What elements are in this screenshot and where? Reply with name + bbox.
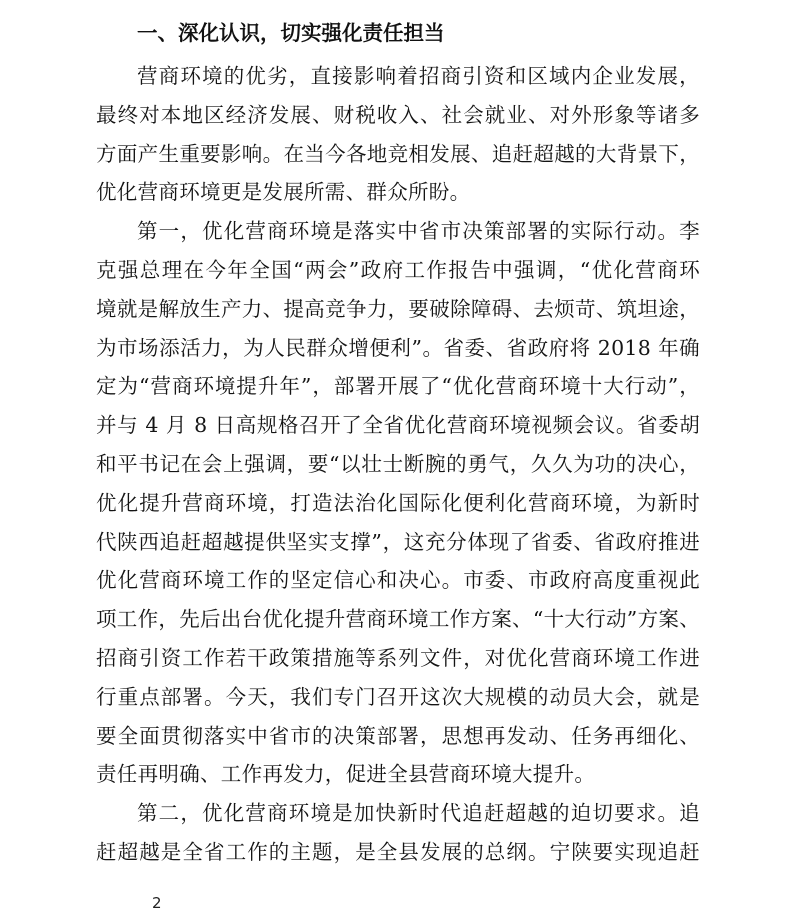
paragraph-first-point xyxy=(96,212,700,794)
text-line: 代陕西追赶超越提供坚实支撑”，这充分体现了省委、省政府推进 xyxy=(96,529,700,554)
text-line: 赶超越是全省工作的主题，是全县发展的总纲。宁陕要实现追赶 xyxy=(96,839,700,864)
text-line: 要全面贯彻落实中省市的决策部署，思想再发动、任务再细化、 xyxy=(96,723,700,748)
text-line: 行重点部署。今天，我们专门召开这次大规模的动员大会，就是 xyxy=(96,684,700,709)
text-line: 为市场添活力，为人民群众增便利”。省委、省政府将 2018 年确 xyxy=(96,335,700,360)
text-line: 境就是解放生产力、提高竞争力，要破除障碍、去烦苛、筑坦途， xyxy=(96,296,700,321)
text-line: 并与 4 月 8 日高规格召开了全省优化营商环境视频会议。省委胡 xyxy=(96,413,700,438)
page-number: 2 xyxy=(152,894,162,912)
text-line: 定为“营商环境提升年”，部署开展了“优化营商环境十大行动”， xyxy=(96,374,700,399)
text-line: 营商环境的优劣，直接影响着招商引资和区域内企业发展， xyxy=(137,64,700,88)
paragraph-intro xyxy=(96,57,700,212)
text-line: 最终对本地区经济发展、财税收入、社会就业、对外形象等诸多 xyxy=(96,102,700,127)
text-line: 第二，优化营商环境是加快新时代追赶超越的迫切要求。追 xyxy=(137,801,700,826)
text-line: 克强总理在今年全国“两会”政府工作报告中强调，“优化营商环 xyxy=(96,257,700,282)
paragraph-second-point xyxy=(96,794,700,872)
text-line: 第一，优化营商环境是落实中省市决策部署的实际行动。李 xyxy=(137,219,700,244)
section-heading: 一、深化认识，切实强化责任担当 xyxy=(137,21,445,45)
text-line: 优化提升营商环境，打造法治化国际化便利化营商环境，为新时 xyxy=(96,490,700,515)
text-line: 优化营商环境工作的坚定信心和决心。市委、市政府高度重视此 xyxy=(96,568,700,593)
text-line: 责任再明确、工作再发力，促进全县营商环境大提升。 xyxy=(96,762,596,787)
document-body xyxy=(96,14,700,872)
text-line: 项工作，先后出台优化提升营商环境工作方案、“十大行动”方案、 xyxy=(96,607,700,632)
text-line: 方面产生重要影响。在当今各地竞相发展、追赶超越的大背景下， xyxy=(96,141,700,166)
text-line: 和平书记在会上强调，要“以壮士断腕的勇气，久久为功的决心， xyxy=(96,451,700,476)
text-line: 优化营商环境更是发展所需、群众所盼。 xyxy=(96,180,471,205)
text-line: 招商引资工作若干政策措施等系列文件，对优化营商环境工作进 xyxy=(96,645,700,670)
